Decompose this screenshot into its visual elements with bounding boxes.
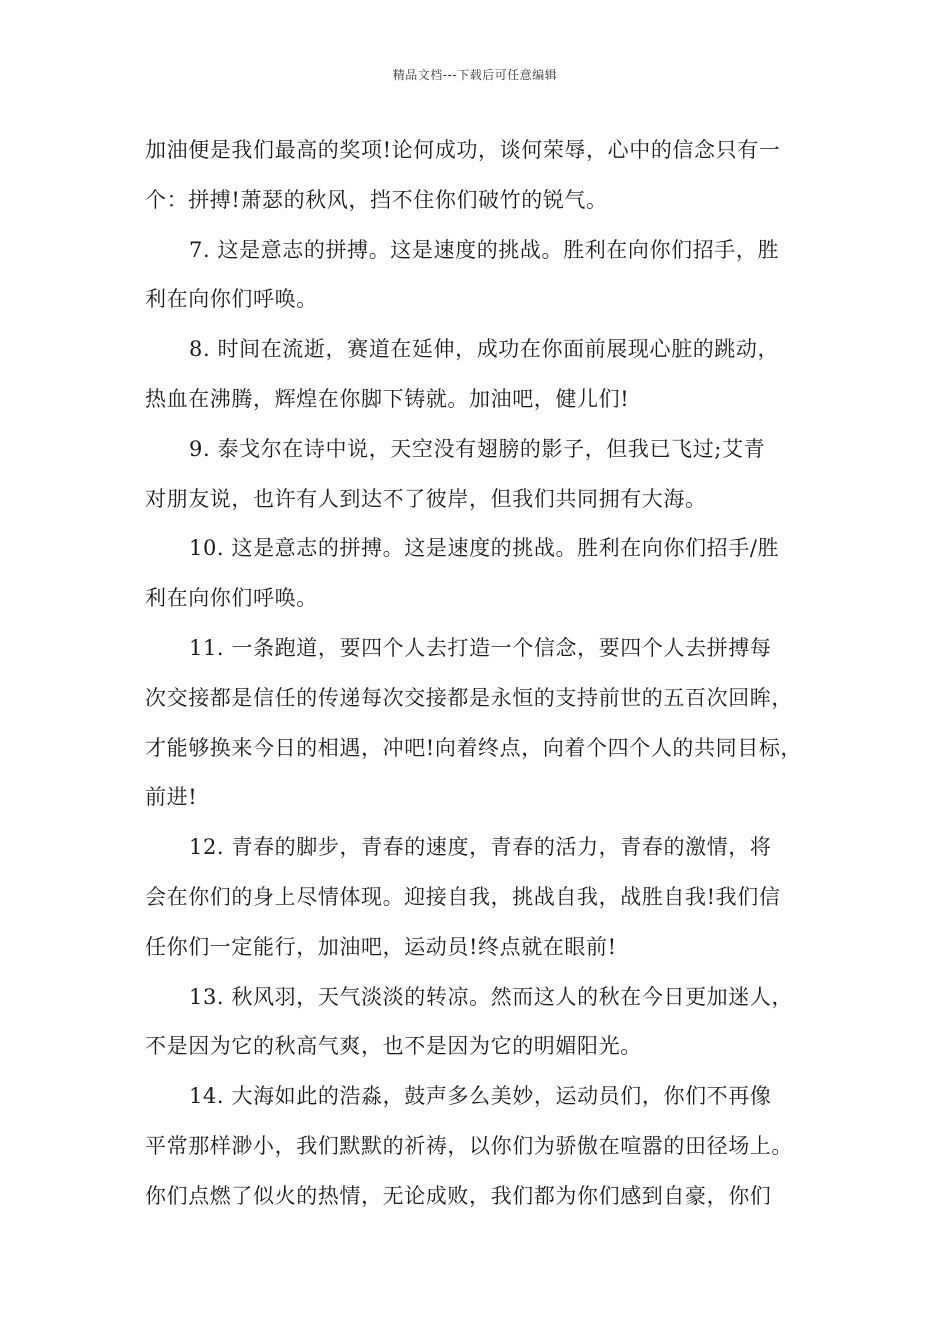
text-line: 前进! bbox=[145, 785, 198, 810]
text-line: 9. 泰戈尔在诗中说，天空没有翅膀的影子，但我已飞过;艾青 bbox=[189, 436, 766, 461]
text-line: 次交接都是信任的传递每次交接都是永恒的支持前世的五百次回眸， bbox=[145, 685, 793, 710]
text-line: 平常那样渺小，我们默默的祈祷，以你们为骄傲在喧嚣的田径场上。 bbox=[145, 1133, 793, 1158]
text-line: 加油便是我们最高的奖项!论何成功，谈何荣辱，心中的信念只有一 bbox=[145, 138, 781, 162]
text-line: 对朋友说，也许有人到达不了彼岸，但我们共同拥有大海。 bbox=[145, 486, 707, 511]
text-line: 不是因为它的秋高气爽，也不是因为它的明媚阳光。 bbox=[145, 1034, 642, 1059]
text-line: 任你们一定能行，加油吧，运动员!终点就在眼前! bbox=[145, 934, 617, 959]
text-line: 13. 秋风羽，天气淡淡的转凉。然而这人的秋在今日更加迷人， bbox=[189, 984, 794, 1009]
text-line: 利在向你们呼唤。 bbox=[145, 287, 318, 312]
text-line: 12. 青春的脚步，青春的速度，青春的活力，青春的激情，将 bbox=[189, 835, 772, 860]
text-line: 个：拼搏!萧瑟的秋风，挡不住你们破竹的锐气。 bbox=[145, 187, 608, 212]
text-line: 会在你们的身上尽情体现。迎接自我，挑战自我，战胜自我!我们信 bbox=[145, 884, 781, 909]
page-header: 精品文档---下载后可任意编辑 bbox=[392, 68, 558, 82]
text-line: 8. 时间在流逝，赛道在延伸，成功在你面前展现心脏的跳动， bbox=[189, 337, 780, 362]
text-line: 才能够换来今日的相遇，冲吧!向着终点，向着个四个人的共同目标， bbox=[145, 735, 803, 760]
document-body bbox=[145, 126, 815, 1222]
text-line: 10. 这是意志的拼搏。这是速度的挑战。胜利在向你们招手/胜 bbox=[189, 536, 780, 561]
text-line: 11. 一条跑道，要四个人去打造一个信念，要四个人去拼搏每 bbox=[189, 635, 772, 660]
text-line: 14. 大海如此的浩淼，鼓声多么美妙，运动员们，你们不再像 bbox=[189, 1084, 772, 1109]
text-line: 热血在沸腾，辉煌在你脚下铸就。加油吧，健儿们! bbox=[145, 386, 630, 411]
text-line: 7. 这是意志的拼搏。这是速度的挑战。胜利在向你们招手，胜 bbox=[189, 237, 780, 262]
text-line: 你们点燃了似火的热情，无论成败，我们都为你们感到自豪，你们 bbox=[145, 1183, 772, 1208]
text-line: 利在向你们呼唤。 bbox=[145, 586, 318, 611]
